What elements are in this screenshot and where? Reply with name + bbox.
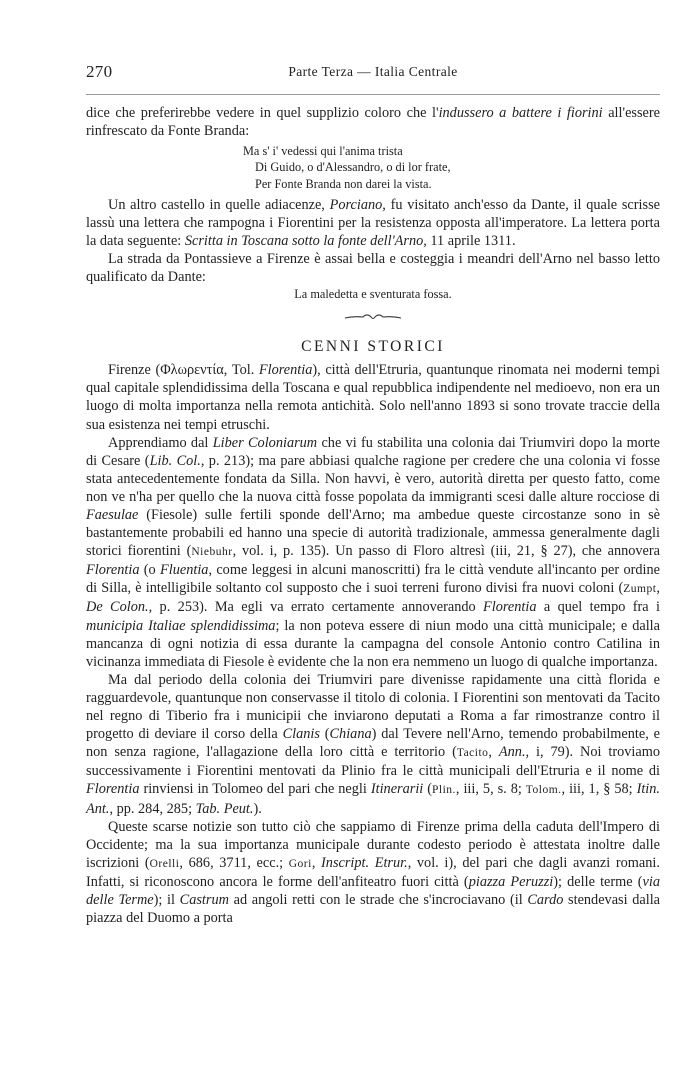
header-rule — [86, 94, 660, 95]
dante-quote: La maledetta e sventurata fossa. — [294, 287, 452, 302]
verse-line: Ma s' i' vedessi qui l'anima trista — [243, 144, 403, 159]
paragraph-colonia: Apprendiamo dal Liber Coloniarum che vi fu stabilita una colonia dai Triumviri dopo la morte di Cesare (Lib. Col., p. 213); ma pare abbiasi qualche ragione per credere che una colonia vi fosse stata antecedentemente fondata da Silla. Non havvi, è vero, autorità diretta per questo fatto, come non ve n'ha per quello che la nuova città fosse popolata da immigranti scesi dalle alture rocciose di Faesulae (Fiesole) sulle fertili sponde dell'Arno; ma ambedue queste circostanze sono in sè bastantemente probabili ed hanno una specie di autorità tradizionale, ammessa generalmente dagli storici fiorentini (Niebuhr, vol. i, p. 135). Un passo di Floro altresì (iii, 21, § 27), che annovera Florentia (o Fluentia, come leggesi in alcuni manoscritti) fra le città vendute all'incanto per ordine di Silla, è intelligibile soltanto col supposto che i suoi terreni furono divisi fra nuovi coloni (Zumpt, De Colon., p. 253). Ma egli va errato certamente annoverando Florentia a quel tempo fra i municipia Italiae splendidissima; la non poteva essere di niun modo una città municipale; e dalla mancanza di ogni notizia di essa durante la campagna del console Antonio contro Catilina in vicinanza immediata di Fiesole è evidente che la non era nemmeno un luogo di qualche importanza. — [86, 434, 661, 670]
paragraph-continuation: dice che preferirebbe vedere in quel supplizio coloro che l'indussero a battere i fiorini all'essere rinfrescato da Fonte Branda: — [86, 105, 660, 140]
ornament-flourish — [343, 312, 403, 322]
page-number: 270 — [86, 62, 113, 81]
page-body — [86, 104, 660, 927]
paragraph-strada: La strada da Pontassieve a Firenze è assai bella e costeggia i meandri dell'Arno nel basso letto qualificato da Dante: — [86, 251, 660, 286]
running-title: Parte Terza — Italia Centrale — [288, 64, 458, 79]
verse-line: Per Fonte Branda non darei la vista. — [255, 176, 432, 191]
paragraph-firenze: Firenze (Φλωρεντία, Tol. Florentia), città dell'Etruria, quantunque rinomata nei moderni tempi qual capitale splendidissima della Toscana e qual repubblica indipendente nel medioevo, non era un luogo di molta importanza nella remota antichità. Solo nell'anno 1893 si sono trovate traccie della sua esistenza nei tempi etruschi. — [86, 362, 660, 433]
section-ornament — [86, 309, 660, 319]
paragraph-porciano: Un altro castello in quelle adiacenze, Porciano, fu visitato anch'esso da Dante, il quale scrisse lassù una lettera che rampogna i Fiorentini per la resistenza opposta all'imperatore. La lettera porta la data seguente: Scritta in Toscana sotto la fonte dell'Arno, 11 aprile 1311. — [86, 196, 660, 249]
verse-line: Di Guido, o d'Alessandro, o di lor frate, — [255, 160, 451, 175]
paragraph-scarse-notizie: Queste scarse notizie son tutto ciò che sappiamo di Firenze prima della caduta dell'Impero di Occidente; ma la sua importanza municipale durante codesto periodo è attestata inoltre dalle iscrizioni (Orelli, 686, 3711, ecc.; Gori, Inscript. Etrur., vol. i), del pari che dagli avanzi romani. Infatti, si riconoscono ancora le forme dell'anfiteatro fuori città (piazza Peruzzi); delle terme (via delle Terme); il Castrum ad angoli retti con le strade che s'incrociavano (il Cardo stendevasi dalla piazza del Duomo a porta — [86, 818, 661, 927]
section-title: CENNI STORICI — [301, 338, 445, 356]
page-header — [86, 62, 660, 84]
verse-quotation — [243, 143, 660, 192]
paragraph-triumviri: Ma dal periodo della colonia dei Triumviri pare divenisse rapidamente una città florida e ragguardevole, quantunque non conservasse il titolo di colonia. I Fiorentini son mentovati da Tacito nel regno di Tiberio fra i municipii che inviarono deputati a Roma a far rimostranze contro il progetto di deviare il corso della Clanis (Chiana) dal Tevere nell'Arno, temendo probabilmente, e non senza ragione, l'allagazione della loro città e territorio (Tacito, Ann., i, 79). Noi troviamo successivamente i Fiorentini mentovati da Plinio fra le città municipali dell'Etruria e il nome di Florentia rinviensi in Tolomeo del pari che negli Itinerarii (Plin., iii, 5, s. 8; Tolom., iii, 1, § 58; Itin. Ant., pp. 284, 285; Tab. Peut.). — [86, 671, 661, 817]
